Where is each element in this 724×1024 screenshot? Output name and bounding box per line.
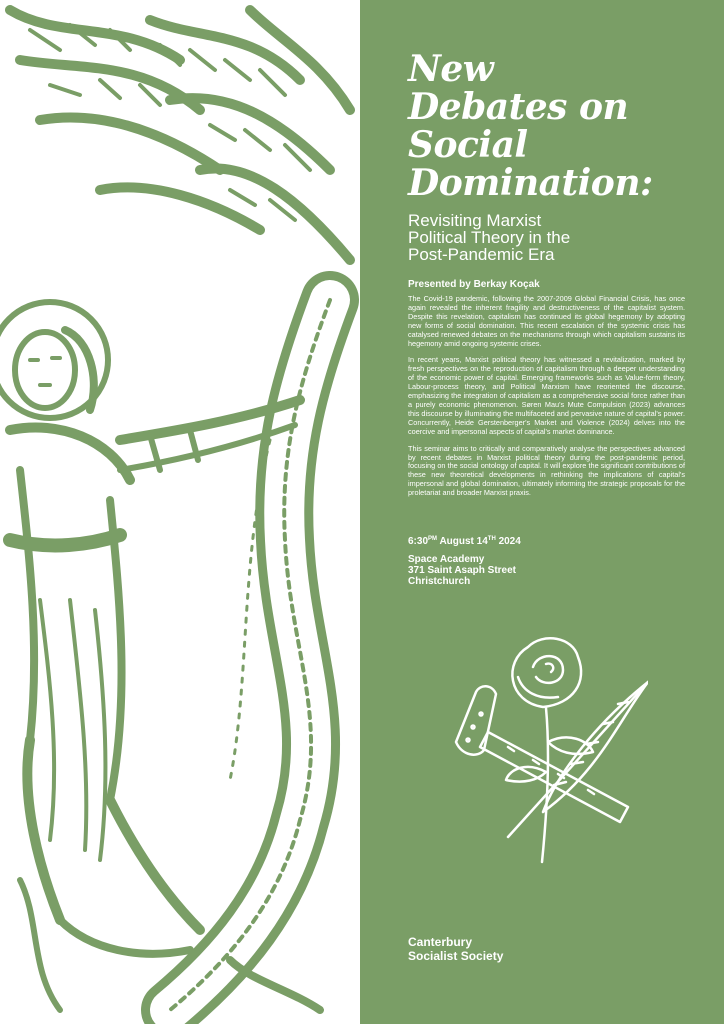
woodcut-figure-icon: [0, 0, 360, 1024]
event-subtitle: Revisiting Marxist Political Theory in the Post-Pandemic Era: [408, 211, 571, 264]
organizer-line: Canterbury: [408, 935, 473, 949]
venue-line: Space Academy: [408, 554, 485, 565]
presenter-line: Presented by Berkay Koçak: [408, 279, 540, 290]
event-details: [408, 536, 521, 587]
event-date: August 14: [439, 536, 488, 547]
event-datetime: [408, 536, 521, 547]
event-title: New Debates on Social Domination:: [408, 48, 653, 204]
organizer-line: Socialist Society: [408, 949, 504, 963]
venue-address: [408, 554, 521, 587]
description: [408, 295, 685, 506]
event-time-suffix: PM: [428, 536, 438, 542]
description-paragraph: In recent years, Marxist political theory has witnessed a revitalization, marked by fresh perspectives on the reproduction of capitalism through a deeper understanding of the economic power of capital. Emerging frameworks such as Value-form theory, Labour-process theory, and Political Marxism have reoriented the discourse, emphasizing the integration of capitalism as a comprehensive social force rather than a purely economic phenomenon. Søren Mau's Mute Compulsion (2023) advances this discourse by illuminating the multifaceted and pervasive nature of capital's power. Concurrently, Heide Gerstenberger's Market and Violence (2024) delves into the coercive and impersonal aspects of capital's market dominance.: [408, 355, 685, 436]
rose-hammer-quill-icon: [448, 622, 648, 882]
venue-line: 371 Saint Asaph Street: [408, 565, 517, 576]
organizer: [408, 935, 503, 963]
event-date-suffix: TH: [487, 536, 496, 542]
info-panel: [360, 0, 724, 1024]
event-time: 6:30: [408, 536, 429, 547]
woodcut-illustration: [0, 0, 360, 1024]
venue-line: Christchurch: [408, 576, 471, 587]
description-paragraph: The Covid-19 pandemic, following the 2007-2009 Global Financial Crisis, has once again revealed the inherent fragility and destructiveness of the capitalist system. Despite this revelation, capitalism has continued its global hegemony by adopting new forms of social domination. This recent escalation of the systemic crisis has catalysed renewed debates on the mechanisms through which capitalism sustains its hegemony amid ongoing systemic crises.: [408, 294, 685, 348]
event-year: 2024: [498, 536, 521, 547]
description-paragraph: This seminar aims to critically and comparatively analyse the perspectives advanced by recent debates in Marxist political theory during the post-pandemic period, focusing on the social ontology of capital. It will explore the significant contributions of these new theoretical developments in rethinking the implications of capital's impersonal and global domination, ultimately informing the strategic proposals for the proletariat and broader Marxist praxis.: [408, 443, 685, 498]
